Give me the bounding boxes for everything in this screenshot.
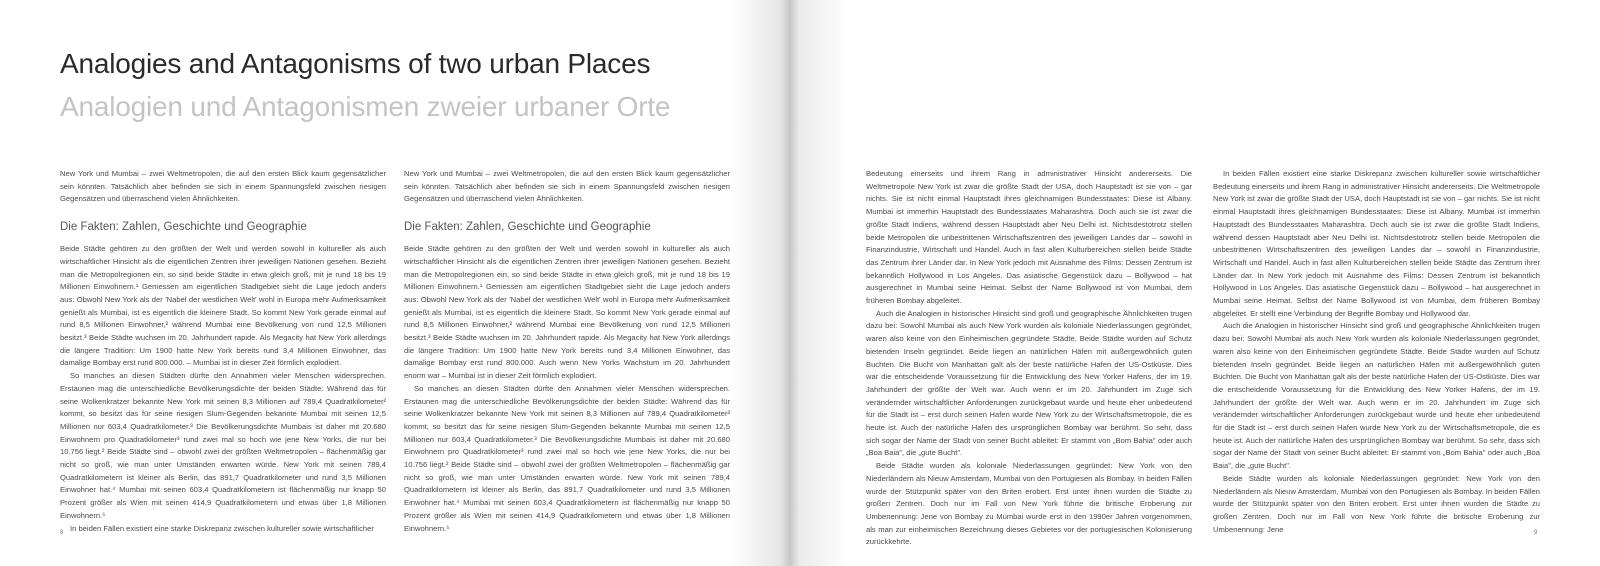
body-paragraph: Auch die Analogien in historischer Hinsicht sind groß und geographische Ähnlichkeiten trugen dazu bei: Sowohl Mumbai als auch New York wurden als koloniale Niederlassungen gegründet, waren also keine von den Einheimischen gegründete Städte. Beide Städte wurden auf Schutz bietenden Inseln gegründet. Beide liegen an natürlichen Häfen mit außergewöhnlich guten Buchten. Die Bucht von Manhattan galt als der beste natürliche Hafen der US-Ostküste. Dies war die entscheidende Voraussetzung für die Entwicklung des New Yorker Hafens, der im 19. Jahrhundert der größte der Welt war. Auch wenn er im 20. Jahrhundert im Zuge sich verändernder wirtschaftlicher Anforderungen zurückgebaut wurde und heute eher unbedeutend für die Stadt ist – erst durch seinen Hafen wurde New York zu der Wirtschaftsmetropole, die es heute ist. Auch der natürliche Hafen des ursprünglichen Bombay war berühmt. So sehr, dass sich sogar der Name der Stadt von seiner Bucht ableitet: Er stammt von „Bom Bahia" oder auch „Boa Baia", die „gute Bucht". bbox=[1213, 321, 1540, 471]
body-paragraph: So manches an diesen Städten dürfte den Annahmen vieler Menschen widersprechen. Erstaunen mag die unterschiedliche Bevölkerungsdichte der beiden Städte: Während das für seine Wolkenkratzer bekannte New York mit seinen 8,3 Millionen auf 789,4 Quadratkilometer² kommt, so besitzt das für seine riesigen Slum-Gegenden bekannte Mumbai mit seinen 12,5 Millionen nur 603,4 Quadratkilometer.³ Die Bevölkerungsdichte Mumbais ist daher mit 20.680 Einwohnern pro Quadratkilometer³ rund zwei mal so hoch wie jene New Yorks, die nur bei 10.756 liegt.² Beide Städte sind – obwohl zwei der größten Weltmetropolen – flächenmäßig gar nicht so groß, wie man unter Umständen erwarten würde. New York mit seinen 789,4 Quadratkilometern ist kleiner als Berlin, das 891,7 Quadratkilometer und rund 3,5 Millionen Einwohner hat.⁴ Mumbai mit seinen 603,4 Quadratkilometern ist flächenmäßig nur knapp 50 Prozent größer als Wien mit seinen 414,9 Quadratkilometern und etwas über 1,8 Millionen Einwohnern.⁵ bbox=[60, 371, 386, 520]
page-number-left: 8 bbox=[60, 530, 64, 536]
body-paragraph: In beiden Fällen existiert eine starke Diskrepanz zwischen kultureller sowie wirtschaftlicher Bedeutung einerseits und ihrem Rang in administrativer Hinsicht andererseits. Die Weltmetropole New York ist zwar die größte Stadt der USA, doch Hauptstadt ist sie von – gar nichts. Sie ist nicht einmal Hauptstadt ihres gleichnamigen Bundesstaates: Diese ist Albany. Mumbai ist immerhin Hauptstadt des Bundesstaates Maharashtra. Doch auch sie ist zwar die größte Stadt Indiens, während dessen Hauptstadt aber Neu Delhi ist. Nichtsdestotrotz stellen beide Metropolen die unbestrittenen Wirtschaftszentren des jeweiligen Landes dar – sowohl in Finanzindustrie, Wirtschaft und Handel. Auch in fast allen Kulturbereichen stellen beide Städte das Zentrum ihrer Länder dar. In New York jedoch mit Ausnahme des Films: Dessen Zentrum ist bekanntlich Hollywood in Los Angeles. Das asiatische Gegenstück dazu – Bollywood – hat ausgerechnet in Mumbai seine Heimat. Selbst der Name Bollywood ist von Mumbai, dem früheren Bombay abgeleitet. Er stellt eine Verbindung der Begriffe Bombay und Hollywood dar. bbox=[1213, 169, 1540, 318]
section-heading: Die Fakten: Zahlen, Geschichte und Geographie bbox=[404, 221, 651, 234]
page-gutter bbox=[730, 0, 850, 566]
text-column-4 bbox=[1213, 168, 1540, 534]
text-column-1 bbox=[60, 168, 386, 533]
text-column-3 bbox=[866, 168, 1192, 547]
body-paragraph: Auch die Analogien in historischer Hinsicht sind groß und geographische Ähnlichkeiten trugen dazu bei: Sowohl Mumbai als auch New York wurden als koloniale Niederlassungen gegründet, waren also keine von den Einheimischen gegründete Städte. Beide Städte wurden auf Schutz bietenden Inseln gegründet. Beide liegen an natürlichen Häfen mit außergewöhnlich guten Buchten. Die Bucht von Manhattan galt als der beste natürliche Hafen der US-Ostküste. Dies war die entscheidende Voraussetzung für die Entwicklung des New Yorker Hafens, der im 19. Jahrhundert der größte der Welt war. Auch wenn er im 20. Jahrhundert im Zuge sich verändernder wirtschaftlicher Anforderungen zurückgebaut wurde und heute eher unbedeutend für die Stadt ist – erst durch seinen Hafen wurde New York zu der Wirtschaftsmetropole, die es heute ist. Auch der natürliche Hafen des ursprünglichen Bombay war berühmt. So sehr, dass sich sogar der Name der Stadt von seiner Bucht ableitet: Er stammt von „Bom Bahia" oder auch „Boa Baia", die „gute Bucht". bbox=[866, 308, 1192, 458]
body-paragraph: Beide Städte gehören zu den größten der Welt und werden sowohl in kultureller als auch wirtschaftlicher Hinsicht als die eigentlichen Zentren ihrer jeweiligen Nationen gesehen. Bezieht man die Metropolregionen ein, so sind beide Städte in etwa gleich groß, mit je rund 18 bis 19 Millionen Einwohnern.¹ Gemessen am eigentlichen Stadtgebiet sieht die Lage jedoch anders aus: Obwohl New York als der 'Nabel der westlichen Welt' wohl in Europa mehr Aufmerksamkeit genießt als Mumbai, ist es eigentlich die kleinere Stadt. So kommt New York gerade einmal auf rund 8,5 Millionen Einwohner,² während Mumbai eine Bevölkerung von rund 12,5 Millionen besitzt.³ Beide Städte wuchsen im 20. Jahrhundert rapide. Als Megacity hat New York allerdings die längere Tradition: Um 1900 hatte New York bereits rund 3,4 Millionen Einwohner, das damalige Bombay erst rund 800.000. Auch wenn New Yorks Wachstum im 20. Jahrhundert enorm war – Mumbai ist in dieser Zeit förmlich explodiert. bbox=[404, 244, 730, 381]
title-german: Analogien und Antagonismen zweier urbaner Orte bbox=[60, 91, 671, 122]
title-english: Analogies and Antagonisms of two urban Places bbox=[60, 48, 651, 79]
body-paragraph: So manches an diesen Städten dürfte den Annahmen vieler Menschen widersprechen. Erstaunen mag die unterschiedliche Bevölkerungsdichte der beiden Städte: Während das für seine Wolkenkratzer bekannte New York mit seinen 8,3 Millionen auf 789,4 Quadratkilometer² kommt, so besitzt das für seine riesigen Slum-Gegenden bekannte Mumbai mit seinen 12,5 Millionen nur 603,4 Quadratkilometer.³ Die Bevölkerungsdichte Mumbais ist daher mit 20.680 Einwohnern pro Quadratkilometer³ rund zwei mal so hoch wie jene New Yorks, die nur bei 10.756 liegt.² Beide Städte sind – obwohl zwei der größten Weltmetropolen – flächenmäßig gar nicht so groß, wie man unter Umständen erwarten würde. New York mit seinen 789,4 Quadratkilometern ist kleiner als Berlin, das 891,7 Quadratkilometer und rund 3,5 Millionen Einwohner hat.⁴ Mumbai mit seinen 603,4 Quadratkilometern ist flächenmäßig nur knapp 50 Prozent größer als Wien mit seinen 414,9 Quadratkilometern und etwas über 1,8 Millionen Einwohnern.⁵ bbox=[404, 383, 730, 533]
intro-paragraph: New York und Mumbai – zwei Weltmetropolen, die auf den ersten Blick kaum gegensätzlicher sein könnten. Tatsächlich aber befinden sie sich in einem Spannungsfeld zwischen riesigen Gegensätzen und überraschend vielen Ähnlichkeiten. bbox=[404, 169, 730, 204]
body-paragraph: Beide Städte gehören zu den größten der Welt und werden sowohl in kultureller als auch wirtschaftlicher Hinsicht als die eigentlichen Zentren ihrer jeweiligen Nationen gesehen. Bezieht man die Metropolregionen ein, so sind beide Städte in etwa gleich groß, mit je rund 18 bis 19 Millionen Einwohnern.¹ Gemessen am eigentlichen Stadtgebiet sieht die Lage jedoch anders aus: Obwohl New York als der 'Nabel der westlichen Welt' wohl in Europa mehr Aufmerksamkeit genießt als Mumbai, ist es eigentlich die kleinere Stadt. So kommt New York gerade einmal auf rund 8,5 Millionen Einwohner,² während Mumbai eine Bevölkerung von rund 12,5 Millionen besitzt.³ Beide Städte wuchsen im 20. Jahrhundert rapide. Als Megacity hat New York allerdings die längere Tradition: Um 1900 hatte New York bereits rund 3,4 Millionen Einwohner, das damalige Bombay erst rund 800.000. – Mumbai ist in dieser Zeit förmlich explodiert. bbox=[60, 244, 386, 368]
body-paragraph: Beide Städte wurden als koloniale Niederlassungen gegründet: New York von den Niederländern als Nieuw Amsterdam, Mumbai von den Portugiesen als Bombay. In beiden Fällen wurde der Stützpunkt später von den Briten erobert. Erst unter ihnen wurden die Städte zu großen Zentren. Doch nur im Fall von New York führte die britische Eroberung zur Umbenennung: Jene von Bombay zu Mumbai wurde erst in den 1990er Jahren vorgenommen, als man zur einheimischen Bezeichnung dieses Gebietes vor der portugiesischen Kolonisierung zurückkehrte. bbox=[866, 461, 1192, 547]
body-paragraph: Beide Städte wurden als koloniale Niederlassungen gegründet: New York von den Niederländern als Nieuw Amsterdam, Mumbai von den Portugiesen als Bombay. In beiden Fällen wurde der Stützpunkt später von den Briten erobert. Erst unter ihnen wurden die Städte zu großen Zentren. Doch nur im Fall von New York führte die britische Eroberung zur Umbenennung: Jene bbox=[1213, 473, 1540, 534]
body-paragraph: In beiden Fällen existiert eine starke Diskrepanz zwischen kultureller sowie wirtschaftlicher bbox=[70, 523, 374, 533]
page-number-right: 9 bbox=[1534, 530, 1538, 536]
intro-paragraph: New York und Mumbai – zwei Weltmetropolen, die auf den ersten Blick kaum gegensätzlicher sein könnten. Tatsächlich aber befinden sie sich in einem Spannungsfeld zwischen riesigen Gegensätzen und überraschend vielen Ähnlichkeiten. bbox=[60, 169, 386, 204]
body-paragraph: Bedeutung einerseits und ihrem Rang in administrativer Hinsicht andererseits. Die Weltmetropole New York ist zwar die größte Stadt der USA, doch Hauptstadt ist sie von – gar nichts. Sie ist nicht einmal Hauptstadt ihres gleichnamigen Bundesstaates: Diese ist Albany. Mumbai ist immerhin Hauptstadt des Bundesstaates Maharashtra. Doch auch sie ist zwar die größte Stadt Indiens, während dessen Hauptstadt aber Neu Delhi ist. Nichtsdestotrotz stellen beide Metropolen die unbestrittenen Wirtschaftszentren des jeweiligen Landes dar – sowohl in Finanzindustrie, Wirtschaft und Handel. Auch in fast allen Kulturbereichen stellen beide Städte das Zentrum ihrer Länder dar. In New York jedoch mit Ausnahme des Films: Dessen Zentrum ist bekanntlich Hollywood in Los Angeles. Das asiatische Gegenstück dazu – Bollywood – hat ausgerechnet in Mumbai seine Heimat. Selbst der Name Bollywood ist von Mumbai, dem früheren Bombay abgeleitet. bbox=[866, 169, 1192, 306]
text-column-2 bbox=[404, 168, 730, 533]
section-heading: Die Fakten: Zahlen, Geschichte und Geographie bbox=[60, 221, 307, 234]
